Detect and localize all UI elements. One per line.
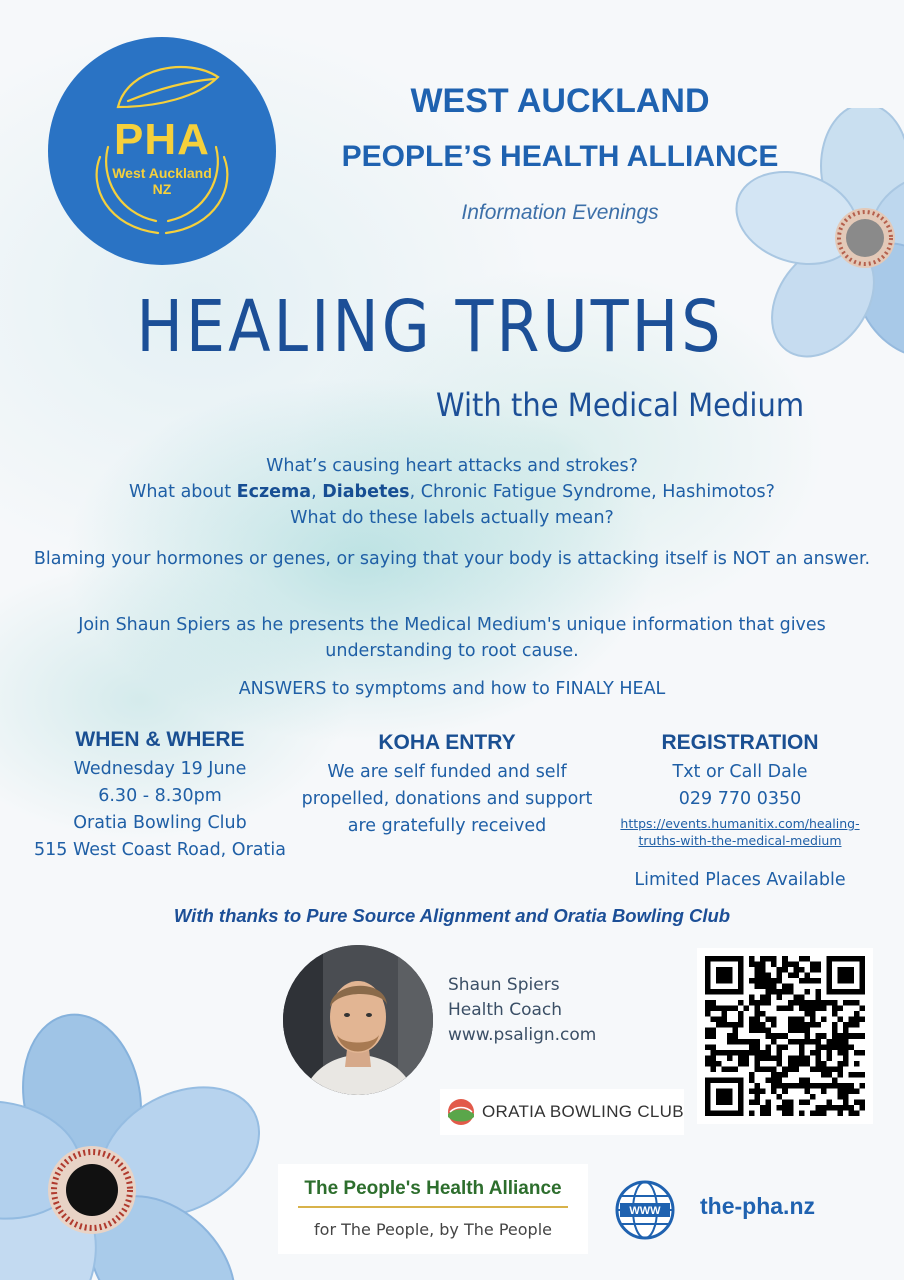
intro-q2 xyxy=(20,479,884,505)
registration-heading: REGISTRATION xyxy=(661,731,819,754)
event-address: 515 West Coast Road, Oratia xyxy=(34,840,286,860)
oratia-bowling-club-logo xyxy=(440,1089,684,1135)
intro-paragraph-2: Blaming your hormones or genes, or saying that your body is attacking itself is NOT an answer. xyxy=(33,549,871,569)
logo-line1: West Auckland xyxy=(112,165,212,181)
registration-section xyxy=(600,729,880,894)
qr-code[interactable] xyxy=(697,948,873,1124)
logo-line2: NZ xyxy=(152,181,172,197)
coach-name: Shaun Spiers xyxy=(448,975,560,995)
koha-section xyxy=(292,729,602,840)
coach-info xyxy=(448,973,596,1048)
oratia-bowling-club-text: ORATIA BOWLING CLUB xyxy=(482,1102,684,1121)
registration-link[interactable]: https://events.humanitix.com/healing-truths-with-the-medical-medium xyxy=(620,816,860,848)
pha-footer-logo xyxy=(278,1164,588,1254)
intro-q2-prefix: What about xyxy=(129,482,237,502)
flower-bottom-left-icon xyxy=(0,1010,260,1280)
intro-q2-suffix: , Chronic Fatigue Syndrome, Hashimotos? xyxy=(409,482,775,502)
limited-places: Limited Places Available xyxy=(634,870,846,890)
www-label: WWW xyxy=(629,1205,661,1217)
when-where-heading: WHEN & WHERE xyxy=(75,728,245,751)
event-subtitle: With the Medical Medium xyxy=(435,386,805,424)
registration-phone: 029 770 0350 xyxy=(678,789,802,809)
header-subtitle: Information Evenings xyxy=(461,201,659,224)
diabetes-label: Diabetes xyxy=(322,482,410,502)
eczema-label: Eczema xyxy=(236,482,312,502)
intro-questions xyxy=(20,453,884,531)
intro-q1: What’s causing heart attacks and strokes? xyxy=(266,456,638,476)
thanks-line: With thanks to Pure Source Alignment and Oratia Bowling Club xyxy=(173,905,731,926)
event-time: 6.30 - 8.30pm xyxy=(98,786,222,806)
qr-code-icon xyxy=(705,956,865,1116)
bowling-club-icon xyxy=(446,1097,476,1127)
footer-divider xyxy=(298,1206,568,1208)
intro-q3: What do these labels actually mean? xyxy=(290,508,614,528)
intro-paragraph-4: ANSWERS to symptoms and how to FINALY HEAL xyxy=(238,679,666,699)
presenter-photo xyxy=(283,945,433,1095)
event-venue: Oratia Bowling Club xyxy=(73,813,247,833)
when-where-section xyxy=(15,726,305,864)
person-icon xyxy=(283,945,433,1095)
coach-website[interactable]: www.psalign.com xyxy=(448,1025,597,1045)
globe-icon xyxy=(614,1179,676,1241)
coach-role: Health Coach xyxy=(448,1000,563,1020)
koha-text: We are self funded and self propelled, donations and support are gratefully received xyxy=(301,762,593,836)
footer-tagline: for The People, by The People xyxy=(314,1220,552,1239)
registration-contact: Txt or Call Dale xyxy=(672,762,808,782)
intro-q2-sep: , xyxy=(311,482,323,502)
header-line1: WEST AUCKLAND xyxy=(410,82,710,120)
event-title: HEALING TRUTHS xyxy=(136,284,724,369)
pha-website[interactable]: the-pha.nz xyxy=(700,1193,815,1219)
pha-logo xyxy=(48,37,276,265)
intro-paragraph-3: Join Shaun Spiers as he presents the Medical Medium's unique information that gives understanding to root cause. xyxy=(78,615,826,661)
koha-heading: KOHA ENTRY xyxy=(378,731,516,754)
logo-title: PHA xyxy=(114,115,210,164)
footer-org: The People's Health Alliance xyxy=(304,1178,562,1199)
header-line2: PEOPLE’S HEALTH ALLIANCE xyxy=(341,140,779,173)
event-date: Wednesday 19 June xyxy=(73,759,247,779)
